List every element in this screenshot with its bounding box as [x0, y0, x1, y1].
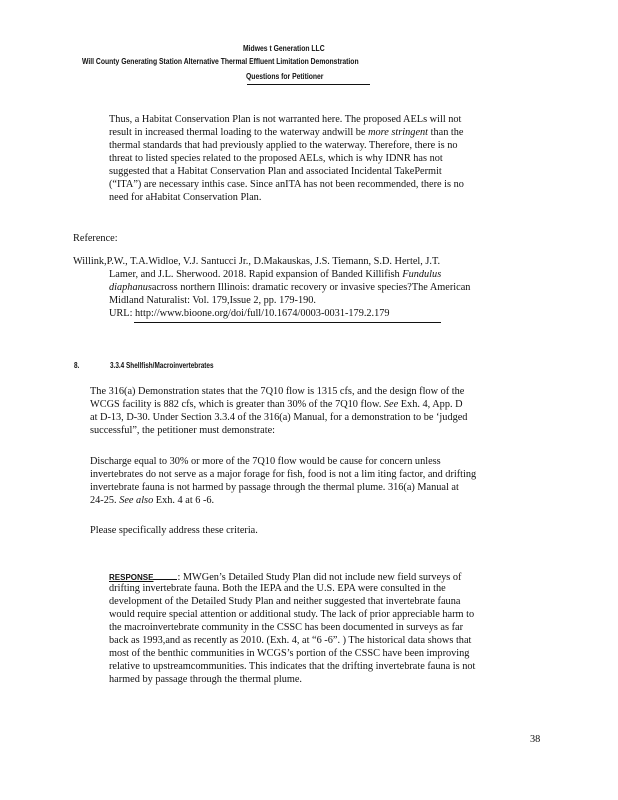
response-label: RESPONSE [109, 573, 154, 582]
text-line: Lamer, and J.L. Sherwood. 2018. Rapid expansion of Banded Killifish Fundulus [109, 269, 442, 280]
section-title: 3.3.4 Shellfish/Macroinvertebrates [110, 361, 214, 370]
text-line: The 316(a) Demonstration states that the 7Q10 flow is 1315 cfs, and the design flow of the [90, 386, 465, 397]
page-number: 38 [530, 734, 541, 745]
text-line: Thus, a Habitat Conservation Plan is not warranted here. The proposed AELs will not [109, 114, 462, 125]
header-line-1: Midwes t Generation LLC [243, 44, 325, 53]
text-line: at D-13, D-30. Under Section 3.3.4 of the 316(a) Manual, for a demonstration to be ‘judged [90, 412, 468, 423]
text-line: (“ITA”) are necessary inthis case. Since anITA has not been recommended, there is no [109, 179, 464, 190]
url-underline [134, 322, 441, 323]
text-line: need for aHabitat Conservation Plan. [109, 192, 262, 203]
species-name: diaphanus [109, 282, 152, 293]
text-line: the macroinvertebrate community in the CSSC has been documented in surveys as far [109, 622, 464, 633]
text-line: harmed by passage through the thermal plume. [109, 674, 303, 685]
instruction-text: Please specifically address these criteria. [90, 525, 258, 536]
header-underline [247, 84, 370, 85]
text-line: back as 1993,and as recently as 2010. (Exh. 4, at “6 -6”. ) The historical data shows that [109, 635, 472, 646]
response-label-underline [153, 570, 177, 580]
text-line: suggested that a Habitat Conservation Plan and associated Incidental TakePermit [109, 166, 442, 177]
species-name: Fundulus [402, 269, 442, 280]
text-line: would require special attention or additional study. The lack of prior appreciable harm to [109, 609, 475, 620]
text-line: drifting invertebrate fauna. Both the IEPA and the U.S. EPA were consulted in the [109, 583, 446, 594]
text-line: invertebrate fauna is not harmed by passage through the thermal plume. 316(a) Manual at [90, 482, 459, 493]
text-line: successful”, the petitioner must demonstrate: [90, 425, 276, 436]
text-line: invertebrates do not serve as a major forage for fish, food is not a lim iting factor, and drifting [90, 469, 477, 480]
text-line: development of the Detailed Study Plan and neither suggested that invertebrate fauna [109, 596, 461, 607]
reference-label: Reference: [73, 233, 118, 244]
text-line: Discharge equal to 30% or more of the 7Q10 flow would be cause for concern unless [90, 456, 441, 467]
header-line-2: Will County Generating Station Alternative Thermal Effluent Limitation Demonstration [82, 57, 359, 66]
text-line: WCGS facility is 882 cfs, which is greater than 30% of the 7Q10 flow. See Exh. 4, App. D [90, 399, 463, 410]
text-line: relative to upstreamcommunities. This indicates that the drifting invertebrate fauna is not [109, 661, 476, 672]
text-line: diaphanusacross northern Illinois: dramatic recovery or invasive species?The American [109, 282, 471, 293]
text-line: thermal standards that had previously applied to the waterway. Therefore, there is no [109, 140, 458, 151]
header-line-3: Questions for Petitioner [246, 72, 324, 81]
emphasis-see: See [383, 399, 399, 410]
text-line: result in increased thermal loading to the waterway andwill be more stringent than the [109, 127, 464, 138]
emphasis-more-stringent: more stringent [368, 127, 429, 138]
section-number: 8. [74, 361, 80, 370]
text-line: RESPONSE : MWGen’s Detailed Study Plan did not include new field surveys of [109, 572, 462, 583]
text-line: Midland Naturalist: Vol. 179,Issue 2, pp. 179-190. [109, 295, 316, 306]
reference-url[interactable]: URL: http://www.bioone.org/doi/full/10.1674/0003-0031-179.2.179 [109, 308, 390, 319]
text-line: most of the benthic communities in WCGS’s portion of the CSSC have been improving [109, 648, 470, 659]
text-line: threat to listed species related to the proposed AELs, which is why IDNR has not [109, 153, 443, 164]
text-line: Willink,P.W., T.A.Widloe, V.J. Santucci Jr., D.Makauskas, J.S. Tiemann, S.D. Hertel, J.T. [73, 256, 441, 267]
text-line: 24-25. See also Exh. 4 at 6 -6. [90, 495, 215, 506]
emphasis-see-also: See also [119, 495, 154, 506]
